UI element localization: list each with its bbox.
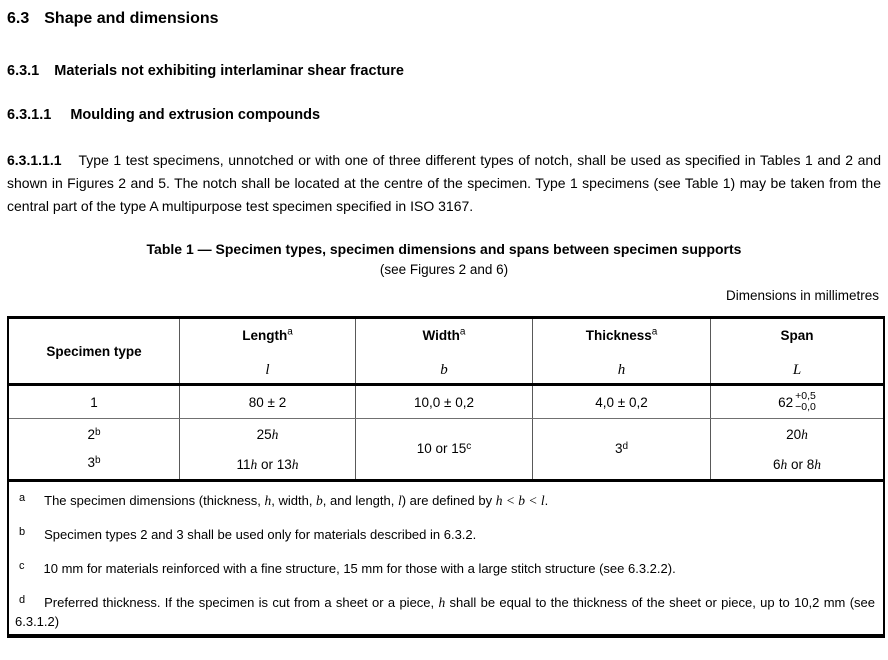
cell-length: 80 ± 2 <box>180 386 356 418</box>
symbol-b: b <box>316 493 323 508</box>
section-number: 6.3 <box>7 10 30 27</box>
footnote-b <box>15 526 875 545</box>
section-title: Materials not exhibiting interlaminar shear fracture <box>54 63 404 79</box>
paragraph-6-3-1-1-1 <box>7 149 881 218</box>
symbol-h: h <box>801 427 808 442</box>
footnote-marker-b: b <box>19 526 26 538</box>
table-header-row <box>9 319 883 386</box>
header-label: Span <box>780 328 814 343</box>
footnote-ref-b: b <box>94 455 101 466</box>
cell-type <box>9 419 180 479</box>
span-type-3: 6h or 8h <box>772 457 822 472</box>
symbol-h: h <box>271 427 279 442</box>
footnote-ref-a: a <box>287 326 293 338</box>
tolerance-stack <box>795 391 816 413</box>
symbol-h: h <box>291 457 299 472</box>
footnote-a: $^a$ The specimen dimensions (thickness, h, width, b, and length, l) are defined by h < b < l. <box>19 492 549 508</box>
header-label: Length$^a$ <box>242 326 293 343</box>
cell-span <box>711 419 883 479</box>
footnote-text: 10 mm for materials reinforced with a fine structure, 15 mm for those with a large stitch structure (see 6.3.2.2). <box>43 561 676 576</box>
symbol-h: h <box>264 493 272 508</box>
span-value: 62 <box>778 394 794 410</box>
cell-thickness: 4,0 ± 0,2 <box>533 386 711 418</box>
symbol-h: h <box>780 457 788 472</box>
symbol-h: h <box>438 595 446 610</box>
section-heading-6-3-1 <box>7 62 881 80</box>
header-cell-length <box>180 319 356 383</box>
section-title: Shape and dimensions <box>44 10 219 27</box>
span-type-2: 20h <box>786 427 808 442</box>
footnote-d: $^d$ Preferred thickness. If the specimen is cut from a sheet or a piece, h shall be equal to the thickness of the sheet or piece, up to 10,2 mm (see 6.3.1.2) <box>15 594 875 629</box>
footnote-marker-d: d <box>19 594 26 606</box>
table-row-type-1 <box>9 386 883 419</box>
cell-type: 1 <box>9 386 180 418</box>
section-title: Moulding and extrusion compounds <box>70 107 321 123</box>
inequality-expression: h < b < l <box>495 493 545 508</box>
paragraph-number: 6.3.1.1.1 <box>7 152 62 168</box>
table-caption: Table 1 — Specimen types, specimen dimensions and spans between specimen supports <box>146 241 742 257</box>
header-label: Thickness$^a$ <box>585 326 658 343</box>
symbol-h: h <box>617 362 626 378</box>
header-label: Specimen type <box>46 343 142 359</box>
footnote-ref-c: c <box>466 441 472 452</box>
section-heading-6-3-1-1 <box>7 106 881 124</box>
cell-thickness <box>533 419 711 479</box>
symbol-l: l <box>397 493 402 508</box>
tolerance-lower: −0,0 <box>795 401 816 413</box>
section-number: 6.3.1.1 <box>7 107 52 123</box>
symbol-b: b <box>440 362 448 378</box>
symbol-l: l <box>265 362 270 378</box>
paragraph-text: Type 1 test specimens, unnotched or with one of three different types of notch, shall be used as specified in Tables 1 and 2 and shown in Figures 2 and 5. The notch shall be located at the centre of the specimen. Type 1 specimens (see Table 1) may be taken from the central part of the type A multipurpose test specimen specified in ISO 3167. <box>7 152 881 214</box>
table-1 <box>7 316 885 638</box>
header-cell-thickness <box>533 319 711 383</box>
cell-width: 10,0 ± 0,2 <box>356 386 533 418</box>
table-row-types-2-3 <box>9 419 883 482</box>
footnote-c <box>15 560 875 579</box>
type-3: 3$^b$ <box>87 455 101 470</box>
footnote-marker-c: c <box>19 560 25 572</box>
footnote-ref-a: a <box>651 326 658 338</box>
cell-span <box>711 386 883 418</box>
width-value: 10 or 15$^c$ <box>416 441 472 456</box>
tolerance-upper: +0,5 <box>795 390 816 402</box>
section-heading-6-3 <box>7 9 881 29</box>
footnote-marker-a: a <box>19 492 26 504</box>
type-2: 2$^b$ <box>87 427 101 442</box>
cell-length <box>180 419 356 479</box>
footnote-ref-b: b <box>94 427 101 438</box>
header-cell-width <box>356 319 533 383</box>
symbol-L: L <box>792 362 802 378</box>
header-label: Width$^a$ <box>422 326 466 343</box>
length-type-2: 25h <box>256 427 279 442</box>
section-number: 6.3.1 <box>7 63 40 79</box>
table-footnotes <box>9 482 883 634</box>
table-caption-subtitle: (see Figures 2 and 6) <box>379 262 509 277</box>
header-cell-specimen-type <box>9 319 180 383</box>
cell-width <box>356 419 533 479</box>
header-cell-span <box>711 319 883 383</box>
footnote-text: Specimen types 2 and 3 shall be used only for materials described in 6.3.2. <box>44 527 477 542</box>
symbol-h: h <box>250 457 258 472</box>
symbol-h: h <box>814 457 822 472</box>
footnote-ref-d: d <box>622 441 629 452</box>
length-type-3: 11h or 13h <box>236 457 299 472</box>
footnote-ref-a: a <box>459 326 466 338</box>
thickness-value: 3$^d$ <box>614 441 629 456</box>
units-note: Dimensions in millimetres <box>725 288 879 303</box>
